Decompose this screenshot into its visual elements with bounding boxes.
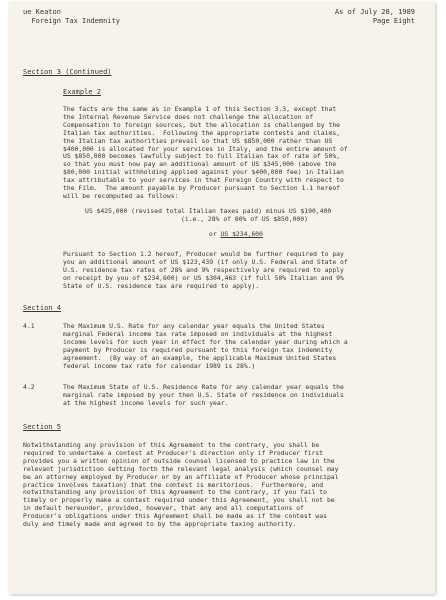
example-2-line: The facts are the same as in Example 1 of this Section 3.3, except that bbox=[63, 105, 337, 113]
section-4-1-line: agreement. (By way of an example, the applicable Maximum United States bbox=[63, 353, 337, 362]
section-3-title: Section 3 (Continued) bbox=[23, 68, 112, 76]
section-5-title: Section 5 bbox=[23, 423, 61, 431]
section-5-line: provides you a written opinion of outside counsel licensed to practice law in the bbox=[23, 456, 335, 465]
document-page bbox=[9, 2, 435, 594]
section-4-2-line: marginal rate imposed by your then U.S. State of residence on individuals bbox=[63, 390, 344, 399]
section-4-title: Section 4 bbox=[23, 304, 61, 312]
pursuant-line: U.S. residence tax rates of 28% and 9% respectively are required to apply bbox=[63, 265, 344, 274]
section-4-1-line: marginal Federal income tax rate imposed on individuals at the highest bbox=[63, 329, 333, 338]
example-2-line: Compensation to foreign sources, but the allocation is challenged by the bbox=[63, 120, 341, 129]
section-4-1-line: income levels for such year in effect for the calendar year during which a bbox=[63, 337, 348, 346]
example-2-line: US $850,000 becomes lawfully subject to full Italian tax of rate of 50%, bbox=[63, 152, 341, 161]
section-5-line: be an attorney employed by Producer or by an affiliate of Producer whose principal bbox=[23, 472, 339, 481]
example-2-title: Example 2 bbox=[63, 88, 101, 96]
example-2-line: so that you must now pay an additional amount of US $345,000 (above the bbox=[63, 160, 337, 169]
header-date: As of July 28, 1989 bbox=[334, 8, 415, 16]
pursuant-line: you an additional amount of US $123,439 (if only U.S. Federal and State of bbox=[63, 257, 348, 266]
section-4-2-number: 4.2 bbox=[23, 383, 35, 391]
section-5-line: duly and timely made and agreed to by the appropriate taxing authority. bbox=[23, 520, 297, 529]
section-4-2-line: at the highest income levels for such year. bbox=[63, 398, 229, 407]
header-right bbox=[335, 8, 415, 26]
section-4-1-line: payment by Producer is required pursuant to this foreign tax indemnity bbox=[63, 345, 333, 354]
header-page-number: Page Eight bbox=[372, 16, 415, 25]
example-2-line: will be recomputed as follows: bbox=[63, 191, 179, 200]
header-left-line1: ue Keaton bbox=[23, 8, 61, 16]
example-2-line: the Italian tax authorities prevail so that US $850,000 rather than US bbox=[63, 136, 333, 145]
header-left-line2: Foreign Tax Indemnity bbox=[23, 16, 120, 25]
section-5-line: practice involves taxation) that the contest is meritorious. Furthermore, and bbox=[23, 480, 324, 489]
section-5-text bbox=[23, 442, 339, 529]
example-2-line: $80,000 initial withholding applied against your $400,000 fee) in Italian bbox=[63, 168, 344, 177]
example-2-paragraph bbox=[63, 106, 348, 201]
section-4-2-text bbox=[63, 384, 344, 408]
section-4-1-line: The Maximum U.S. Rate for any calendar year equals the United States bbox=[63, 322, 325, 330]
calc-or: or bbox=[209, 230, 221, 238]
section-5-line: in default hereunder, provided, however, that any and all computations of bbox=[23, 504, 304, 513]
section-4-1-text bbox=[63, 323, 348, 370]
calc-result-line bbox=[209, 231, 263, 239]
example-2-line: the Internal Revenue Service does not challenge the allocation of bbox=[63, 112, 314, 121]
header-left bbox=[23, 8, 120, 26]
calc-line-1: US $425,000 (revised total Italian taxes paid) minus US $190,400 bbox=[85, 207, 332, 215]
section-4-2-line: The Maximum State of U.S. Residence Rate for any calendar year equals the bbox=[63, 383, 344, 391]
example-2-line: $400,000 is allocated for your services in Italy, and the entire amount of bbox=[63, 144, 348, 153]
section-5-line: Producer's obligations under this Agreement shall be made as if the contest was bbox=[23, 512, 327, 521]
pursuant-line: on receipt by you of $234,600) or US $304,463 (if full 50% Italian and 9% bbox=[63, 273, 344, 282]
section-5-line: notwithstanding any provision of this Agreement to the contrary, if you fail to bbox=[23, 488, 327, 497]
example-2-line: Italian tax authorities. Following the appropriate contests and claims, bbox=[63, 128, 341, 137]
pursuant-line: State of U.S. residence tax are required to apply). bbox=[63, 281, 260, 290]
section-4-1-number: 4.1 bbox=[23, 322, 35, 330]
section-5-line: Notwithstanding any provision of this Agreement to the contrary, you shall be bbox=[23, 441, 320, 449]
pursuant-line: Pursuant to Section 1.2 hereof, Producer would be further required to pay bbox=[63, 250, 344, 258]
example-2-line: tax attributable to your services in that Foreign Country with respect to bbox=[63, 176, 344, 185]
calc-result: US $234,600 bbox=[220, 230, 263, 238]
section-5-line: required to undertake a contest at Producer's direction only if Producer first bbox=[23, 448, 324, 457]
section-5-line: relevant jurisdiction setting forth the relevant legal analysis (which counsel may bbox=[23, 464, 339, 473]
section-4-1-line: federal income tax rate for calendar 1989 is 28%.) bbox=[63, 361, 256, 370]
section-5-line: timely or properly make a contest required under this Agreement, you shall not be bbox=[23, 496, 335, 505]
calc-line-2: (i.e., 28% of 80% of US $850,000) bbox=[181, 215, 308, 223]
example-2-line: the Film. The amount payable by Producer pursuant to Section 1.1 hereof bbox=[63, 184, 341, 193]
pursuant-paragraph bbox=[63, 251, 348, 291]
